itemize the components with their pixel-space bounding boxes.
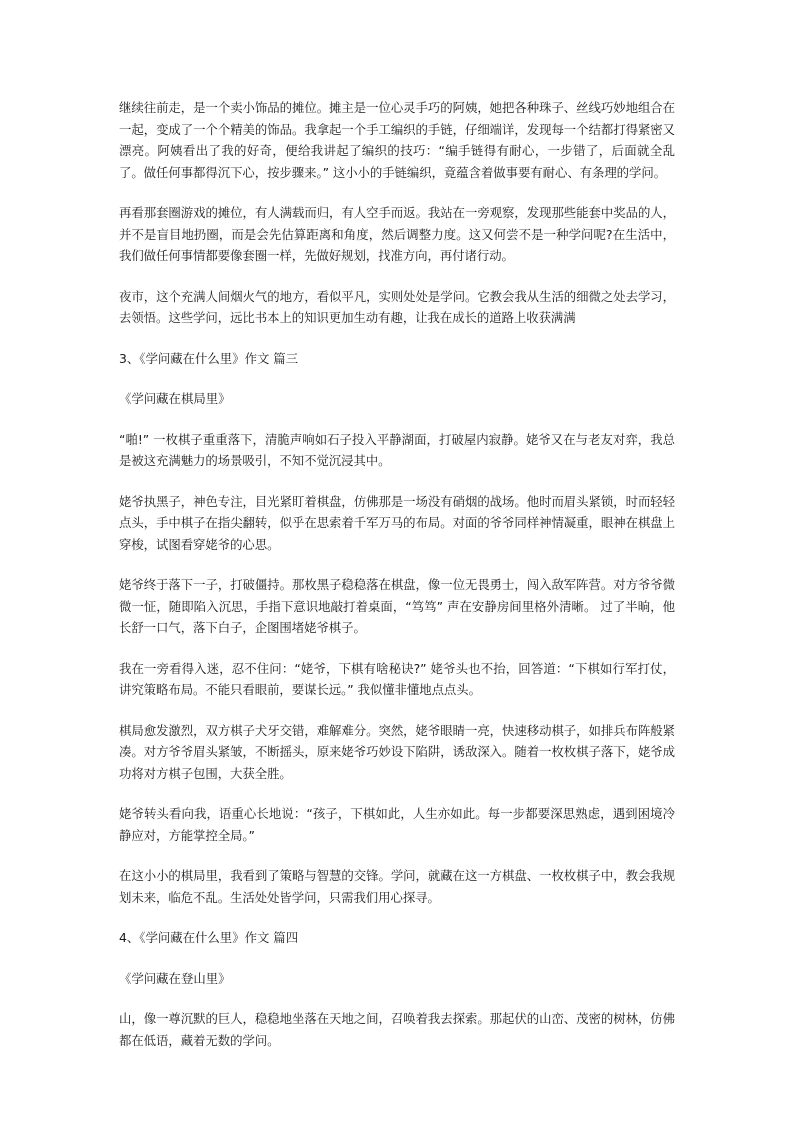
section-heading-essay-3: 3、《学问藏在什么里》作文 篇三: [119, 350, 299, 366]
essay-title-mountain: 《学问藏在登山里》: [119, 970, 231, 986]
paragraph-chess-intro: “啪!” 一枚棋子重重落下，清脆声响如石子投入平静湖面，打破屋内寂静。姥爷又在与老友对弈，我总是被这充满魅力的场景吸引，不知不觉沉浸其中。: [119, 431, 675, 468]
paragraph-chess-conclusion: 在这小小的棋局里，我看到了策略与智慧的交锋。学问，就藏在这一方棋盘、一枚枚棋子中，教会我规划未来，临危不乱。生活处处皆学问，只需我们用心探寻。: [119, 868, 675, 905]
document-page: [119, 97, 675, 1070]
paragraph-fierce-game: 棋局愈发激烈，双方棋子犬牙交错，难解难分。突然，姥爷眼睛一亮，快速移动棋子，如排兵布阵般紧凑。对方爷爷眉头紧皱，不断摇头，原来姥爷巧妙设下陷阱，诱敌深入。随着一枚枚棋子落下，姥爷成功将对方棋子包围，大获全胜。: [119, 722, 675, 781]
paragraph-mountain-intro: 山，像一尊沉默的巨人，稳稳地坐落在天地之间，召唤着我去探索。那起伏的山峦、茂密的树林，仿佛都在低语，藏着无数的学问。: [119, 1011, 675, 1048]
paragraph-first-move: 姥爷终于落下一子，打破僵持。那枚黑子稳稳落在棋盘，像一位无畏勇士，闯入敌军阵营。对方爷爷微微一怔，随即陷入沉思，手指下意识地敲打着桌面，“笃笃” 声在安静房间里格外清晰。 过了半晌，他长舒一口气，落下白子，企图围堵姥爷棋子。: [119, 577, 675, 635]
paragraph-night-market-summary: 夜市，这个充满人间烟火气的地方，看似平凡，实则处处是学问。它教会我从生活的细微之处去学习，去领悟。这些学问，远比书本上的知识更加生动有趣，让我在成长的道路上收获满满: [119, 288, 675, 325]
essay-title-chess: 《学问藏在棋局里》: [119, 391, 231, 406]
paragraph-ring-toss: 再看那套圈游戏的摊位，有人满载而归，有人空手而返。我站在一旁观察，发现那些能套中奖品的人，并不是盲目地扔圈，而是会先估算距离和角度，然后调整力度。这又何尝不是一种学问呢?在生活中，我们做任何事情都要像套圈一样，先做好规划，找准方向，再付诸行动。: [119, 205, 675, 263]
paragraph-bracelet-stall: 继续往前走，是一个卖小饰品的摊位。摊主是一位心灵手巧的阿姨，她把各种珠子、丝线巧妙地组合在一起，变成了一个个精美的饰品。我拿起一个手工编织的手链，仔细端详，发现每一个结都打得紧密又漂亮。阿姨看出了我的好奇，便给我讲起了编织的技巧：“编手链得有耐心，一步错了，后面就全乱了。做任何事都得沉下心，按步骤来。” 这小小的手链编织，竟蕴含着做事要有耐心、有条理的学问。: [119, 100, 675, 180]
section-heading-essay-4: 4、《学问藏在什么里》作文 篇四: [119, 930, 299, 945]
paragraph-grandpa-advice: 姥爷转头看向我，语重心长地说：“孩子，下棋如此，人生亦如此。每一步都要深思熟虑，遇到困境冷静应对，方能掌控全局。”: [119, 806, 675, 843]
paragraph-chess-secret: 我在一旁看得入迷，忍不住问：“姥爷，下棋有啥秘诀?” 姥爷头也不抬，回答道：“下棋如行军打仗，讲究策略布局。不能只看眼前，要谋长远。” 我似懂非懂地点点头。: [119, 660, 675, 697]
paragraph-grandpa-black-pieces: 姥爷执黑子，神色专注，目光紧盯着棋盘，仿佛那是一场没有硝烟的战场。他时而眉头紧锁，时而轻轻点头，手中棋子在指尖翻转，似乎在思索着千军万马的布局。对面的爷爷同样神情凝重，眼神在棋盘上穿梭，试图看穿姥爷的心思。: [119, 493, 675, 552]
